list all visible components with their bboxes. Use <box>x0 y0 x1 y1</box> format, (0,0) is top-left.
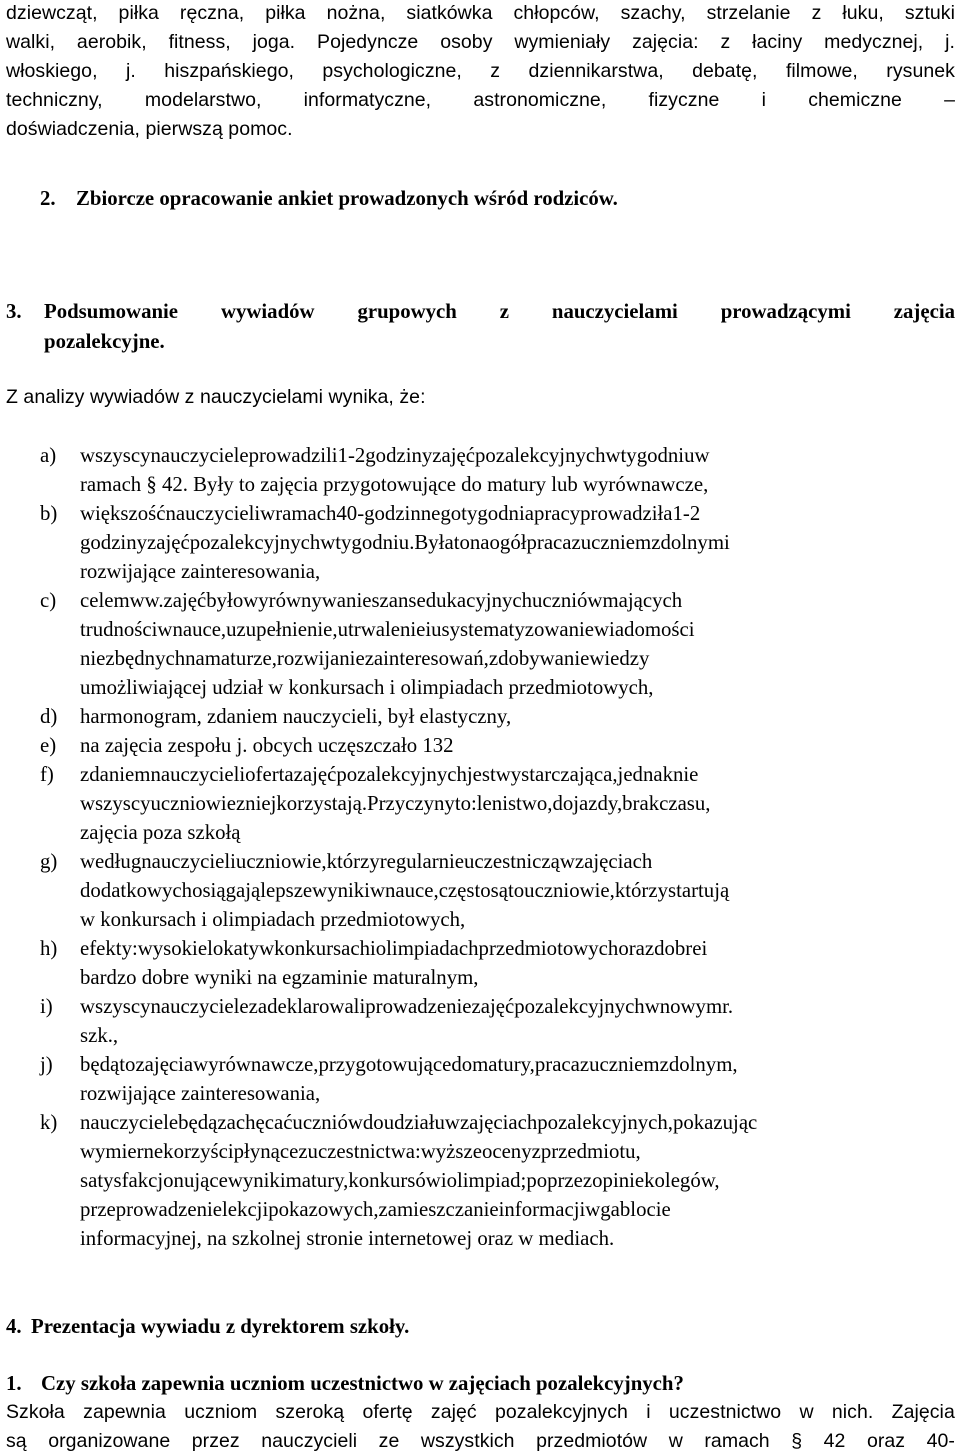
list-item-letter: k) <box>40 1111 58 1134</box>
list-item-letter: h) <box>40 937 58 960</box>
list-item-letter: f) <box>40 763 54 786</box>
list-item-line: umożliwiającej udział w konkursach i olimpiadach przedmiotowych, <box>80 676 654 699</box>
section-3-title-line: pozalekcyjne. <box>44 330 165 353</box>
list-item-line: będątozajęciawyrównawcze,przygotowującedomatury,pracazuczniemzdolnym, <box>80 1053 738 1076</box>
answer-line: są organizowane przez nauczycieli ze wszystkich przedmiotów w ramach § 42 oraz 40- <box>6 1430 955 1452</box>
list-item-letter: e) <box>40 734 57 757</box>
list-item-text <box>80 731 955 760</box>
intro-line: dziewcząt, piłka ręczna, piłka nożna, siatkówka chłopców, szachy, strzelanie z łuku, sztuki <box>6 2 955 24</box>
list-item-line: celemww.zajęćbyłowyrównywanieszansedukacyjnychuczniówmających <box>80 589 683 612</box>
list-item-letter: a) <box>40 444 57 467</box>
list-item-text <box>80 499 955 586</box>
section-2-number: 2. <box>40 187 56 210</box>
list-item-line: wszyscynauczycielezadeklarowaliprowadzeniezajęćpozalekcyjnychwnowymr. <box>80 995 734 1018</box>
list-item-text <box>80 760 955 847</box>
answer-line: Szkoła zapewnia uczniom szeroką ofertę zajęć pozalekcyjnych i uczestnictwo w nich. Zajęcia <box>6 1401 955 1423</box>
list-item-line: dodatkowychosiągająlepszewynikiwnauce,częstosątouczniowie,którzystartują <box>80 879 730 902</box>
list-item-line: niezbędnychnamaturze,rozwijaniezainteresowań,zdobywaniewiedzy <box>80 647 650 670</box>
list-item-line: zdaniemnauczycieliofertazajęćpozalekcyjnychjestwystarczająca,jednaknie <box>80 763 699 786</box>
list-item-text <box>80 992 955 1050</box>
list-item-text <box>80 586 955 702</box>
list-item-letter: d) <box>40 705 58 728</box>
intro-line: doświadczenia, pierwszą pomoc. <box>6 118 293 140</box>
list-item-line: szk., <box>80 1024 119 1047</box>
section-3-title <box>44 297 955 356</box>
list-item-text <box>80 1050 955 1108</box>
list-item-line: większośćnauczycieliwramach40-godzinnegotygodniapracyprowadziła1-2 <box>80 502 701 525</box>
list-item-letter: i) <box>40 995 53 1018</box>
list-item-line: satysfakcjonującewynikimatury,konkursówiolimpiad;poprzezopiniekolegów, <box>80 1169 720 1192</box>
list-item-line: wedługnauczycieliuczniowie,którzyregularnieuczestnicząwzajęciach <box>80 850 653 873</box>
section-4-number: 4. <box>6 1315 22 1338</box>
list-item-text <box>80 847 955 934</box>
list-item-letter: b) <box>40 502 58 525</box>
list-item-line: wszyscyuczniowiezniejkorzystają.Przyczynyto:lenistwo,dojazdy,brakczasu, <box>80 792 711 815</box>
question-number: 1. <box>6 1372 22 1395</box>
list-item-line: nauczycielebędązachęcaćuczniówdoudziałuwzajęciachpozalekcyjnych,pokazując <box>80 1111 758 1134</box>
list-item-letter: j) <box>40 1053 53 1076</box>
list-item-line: bardzo dobre wyniki na egzaminie maturalnym, <box>80 966 479 989</box>
list-item-line: wszyscynauczycieleprowadzili1-2godzinyzajęćpozalekcyjnychwtygodniuw <box>80 444 710 467</box>
list-item-letter: c) <box>40 589 57 612</box>
intro-line: techniczny, modelarstwo, informatyczne, astronomiczne, fizyczne i chemiczne – <box>6 89 955 111</box>
list-item-line: przeprowadzenielekcjipokazowych,zamieszczanieinformacjiwgablocie <box>80 1198 671 1221</box>
list-item-line: wymiernekorzyścipłynącezuczestnictwa:wyższeocenyzprzedmiotu, <box>80 1140 641 1163</box>
list-item-text <box>80 441 955 499</box>
list-item-line: zajęcia poza szkołą <box>80 821 241 844</box>
intro-paragraph <box>6 0 955 144</box>
list-item-line: trudnościwnauce,uzupełnienie,utrwalenieiusystematyzowaniewiadomości <box>80 618 695 641</box>
list-item-line: informacyjnej, na szkolnej stronie internetowej oraz w mediach. <box>80 1227 615 1250</box>
section-3-number: 3. <box>6 300 22 323</box>
list-item-line: rozwijające zainteresowania, <box>80 1082 321 1105</box>
section-2-title: Zbiorcze opracowanie ankiet prowadzonych wśród rodziców. <box>76 187 618 210</box>
list-item-line: godzinyzajęćpozalekcyjnychwtygodniu.Byłatonaogółpracazuczniemzdolnymi <box>80 531 730 554</box>
answer-paragraph <box>6 1398 955 1456</box>
list-item-line: harmonogram, zdaniem nauczycieli, był elastyczny, <box>80 705 512 728</box>
list-item-text <box>80 702 955 731</box>
question-text: Czy szkoła zapewnia uczniom uczestnictwo w zajęciach pozalekcyjnych? <box>41 1372 684 1395</box>
section-3-lead: Z analizy wywiadów z nauczycielami wynika, że: <box>6 386 426 408</box>
list-item-line: na zajęcia zespołu j. obcych uczęszczało 132 <box>80 734 454 757</box>
section-4-title: Prezentacja wywiadu z dyrektorem szkoły. <box>31 1315 410 1338</box>
list-item-line: w konkursach i olimpiadach przedmiotowych, <box>80 908 466 931</box>
list-item-line: rozwijające zainteresowania, <box>80 560 321 583</box>
intro-line: włoskiego, j. hiszpańskiego, psychologiczne, z dziennikarstwa, debatę, filmowe, rysunek <box>6 60 955 82</box>
list-item-letter: g) <box>40 850 58 873</box>
list-item-line: efekty:wysokielokatywkonkursachiolimpiadachprzedmiotowychorazdobrei <box>80 937 708 960</box>
list-item-text <box>80 1108 955 1253</box>
section-2-heading <box>40 184 56 213</box>
section-3-title-line: Podsumowanie wywiadów grupowych z nauczycielami prowadzącymi zajęcia <box>44 300 955 323</box>
list-item-line: ramach § 42. Były to zajęcia przygotowujące do matury lub wyrównawcze, <box>80 473 709 496</box>
list-item-text <box>80 934 955 992</box>
intro-line: walki, aerobik, fitness, joga. Pojedyncze osoby wymieniały zajęcia: z łaciny medycznej, j. <box>6 31 955 53</box>
